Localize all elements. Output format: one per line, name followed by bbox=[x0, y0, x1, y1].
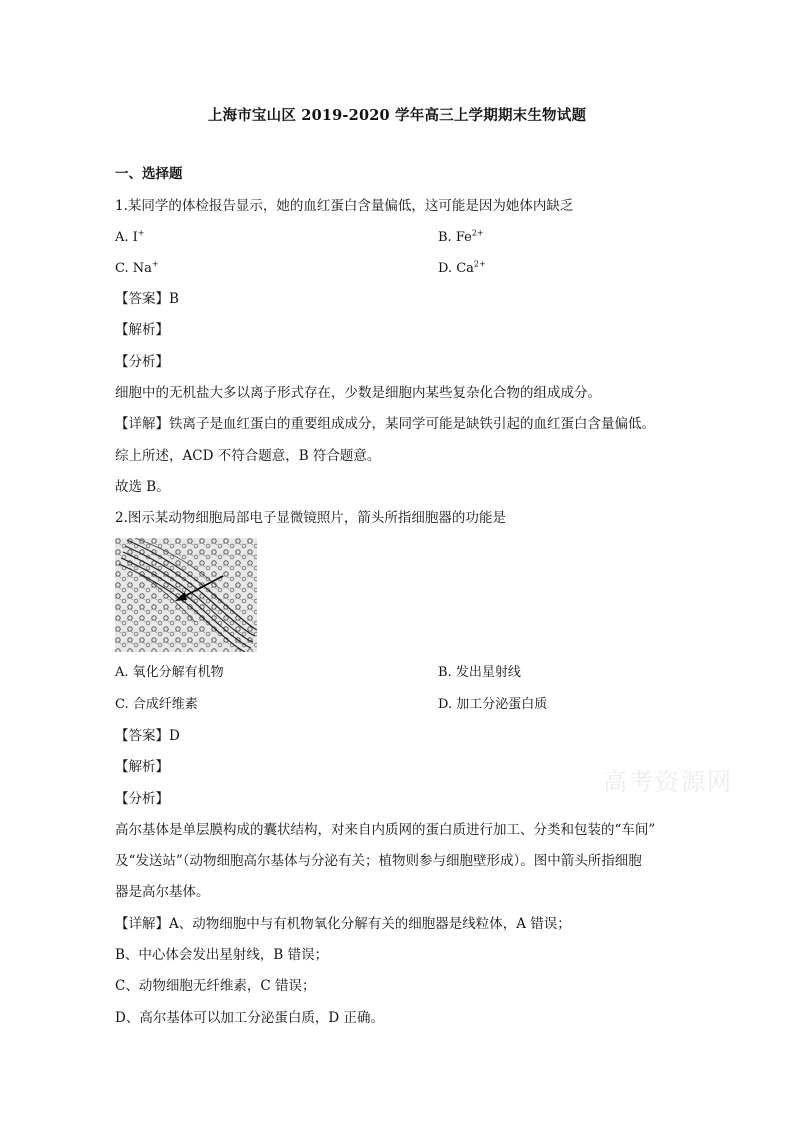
q1-analysis: 细胞中的无机盐大多以离子形式存在，少数是细胞内某些复杂化合物的组成成分。 bbox=[115, 385, 601, 401]
q2-detail-a: 【详解】A、动物细胞中与有机物氧化分解有关的细胞器是线粒体，A 错误； bbox=[115, 916, 571, 932]
q1-option-a bbox=[115, 229, 145, 247]
q1-option-b-label: B. Fe bbox=[438, 230, 472, 245]
electron-micrograph-image bbox=[115, 538, 257, 652]
q1-option-b bbox=[438, 229, 484, 247]
q2-analysis-line-3: 器是高尔基体。 bbox=[115, 884, 210, 900]
q2-detail-b: B、中心体会发出星射线，B 错误； bbox=[115, 947, 329, 963]
q1-option-b-charge: 2+ bbox=[471, 228, 484, 238]
q1-option-d-charge: 2+ bbox=[473, 259, 486, 269]
q1-detail: 【详解】铁离子是血红蛋白的重要组成成分，某同学可能是缺铁引起的血红蛋白含量偏低。 bbox=[115, 416, 655, 432]
q2-answer: 【答案】D bbox=[115, 728, 180, 744]
q2-analysis-line-2: 及“发送站”（动物细胞高尔基体与分泌有关；植物则参与细胞壁形成）。图中箭头所指细胞 bbox=[115, 853, 642, 869]
q2-option-a: A. 氧化分解有机物 bbox=[115, 665, 224, 680]
q2-fenxi-heading: 【分析】 bbox=[115, 791, 169, 807]
q1-option-d-label: D. Ca bbox=[438, 261, 474, 276]
watermark: 高考资源网 bbox=[603, 768, 733, 796]
q2-stem: 2.图示某动物细胞局部电子显微镜照片，箭头所指细胞器的功能是 bbox=[115, 510, 506, 526]
q2-detail-d: D、高尔基体可以加工分泌蛋白质，D 正确。 bbox=[115, 1010, 384, 1026]
q1-fenxi-heading: 【分析】 bbox=[115, 354, 169, 370]
q1-answer: 【答案】B bbox=[115, 291, 179, 307]
page-title: 上海市宝山区 2019-2020 学年高三上学期期末生物试题 bbox=[207, 107, 587, 124]
q1-stem: 1.某同学的体检报告显示，她的血红蛋白含量偏低，这可能是因为她体内缺乏 bbox=[115, 198, 574, 214]
section-heading: 一、选择题 bbox=[115, 166, 183, 182]
q1-option-d bbox=[438, 260, 486, 278]
q1-jiexi-heading: 【解析】 bbox=[115, 322, 169, 338]
q2-option-b: B. 发出星射线 bbox=[438, 665, 521, 680]
q1-option-c-charge: + bbox=[151, 259, 159, 269]
q2-option-c: C. 合成纤维素 bbox=[115, 697, 198, 712]
q1-choice: 故选 B。 bbox=[115, 479, 170, 495]
q1-summary: 综上所述，ACD 不符合题意，B 符合题意。 bbox=[115, 448, 381, 464]
q1-option-a-charge: + bbox=[137, 228, 145, 238]
q1-option-c bbox=[115, 260, 159, 278]
q1-option-a-label: A. I bbox=[115, 230, 138, 245]
q2-option-d: D. 加工分泌蛋白质 bbox=[438, 697, 548, 712]
q2-jiexi-heading: 【解析】 bbox=[115, 759, 169, 775]
q1-option-c-label: C. Na bbox=[115, 261, 152, 276]
q2-detail-c: C、动物细胞无纤维素，C 错误； bbox=[115, 978, 316, 994]
q2-analysis-line-1: 高尔基体是单层膜构成的囊状结构，对来自内质网的蛋白质进行加工、分类和包装的“车间” bbox=[115, 822, 656, 838]
